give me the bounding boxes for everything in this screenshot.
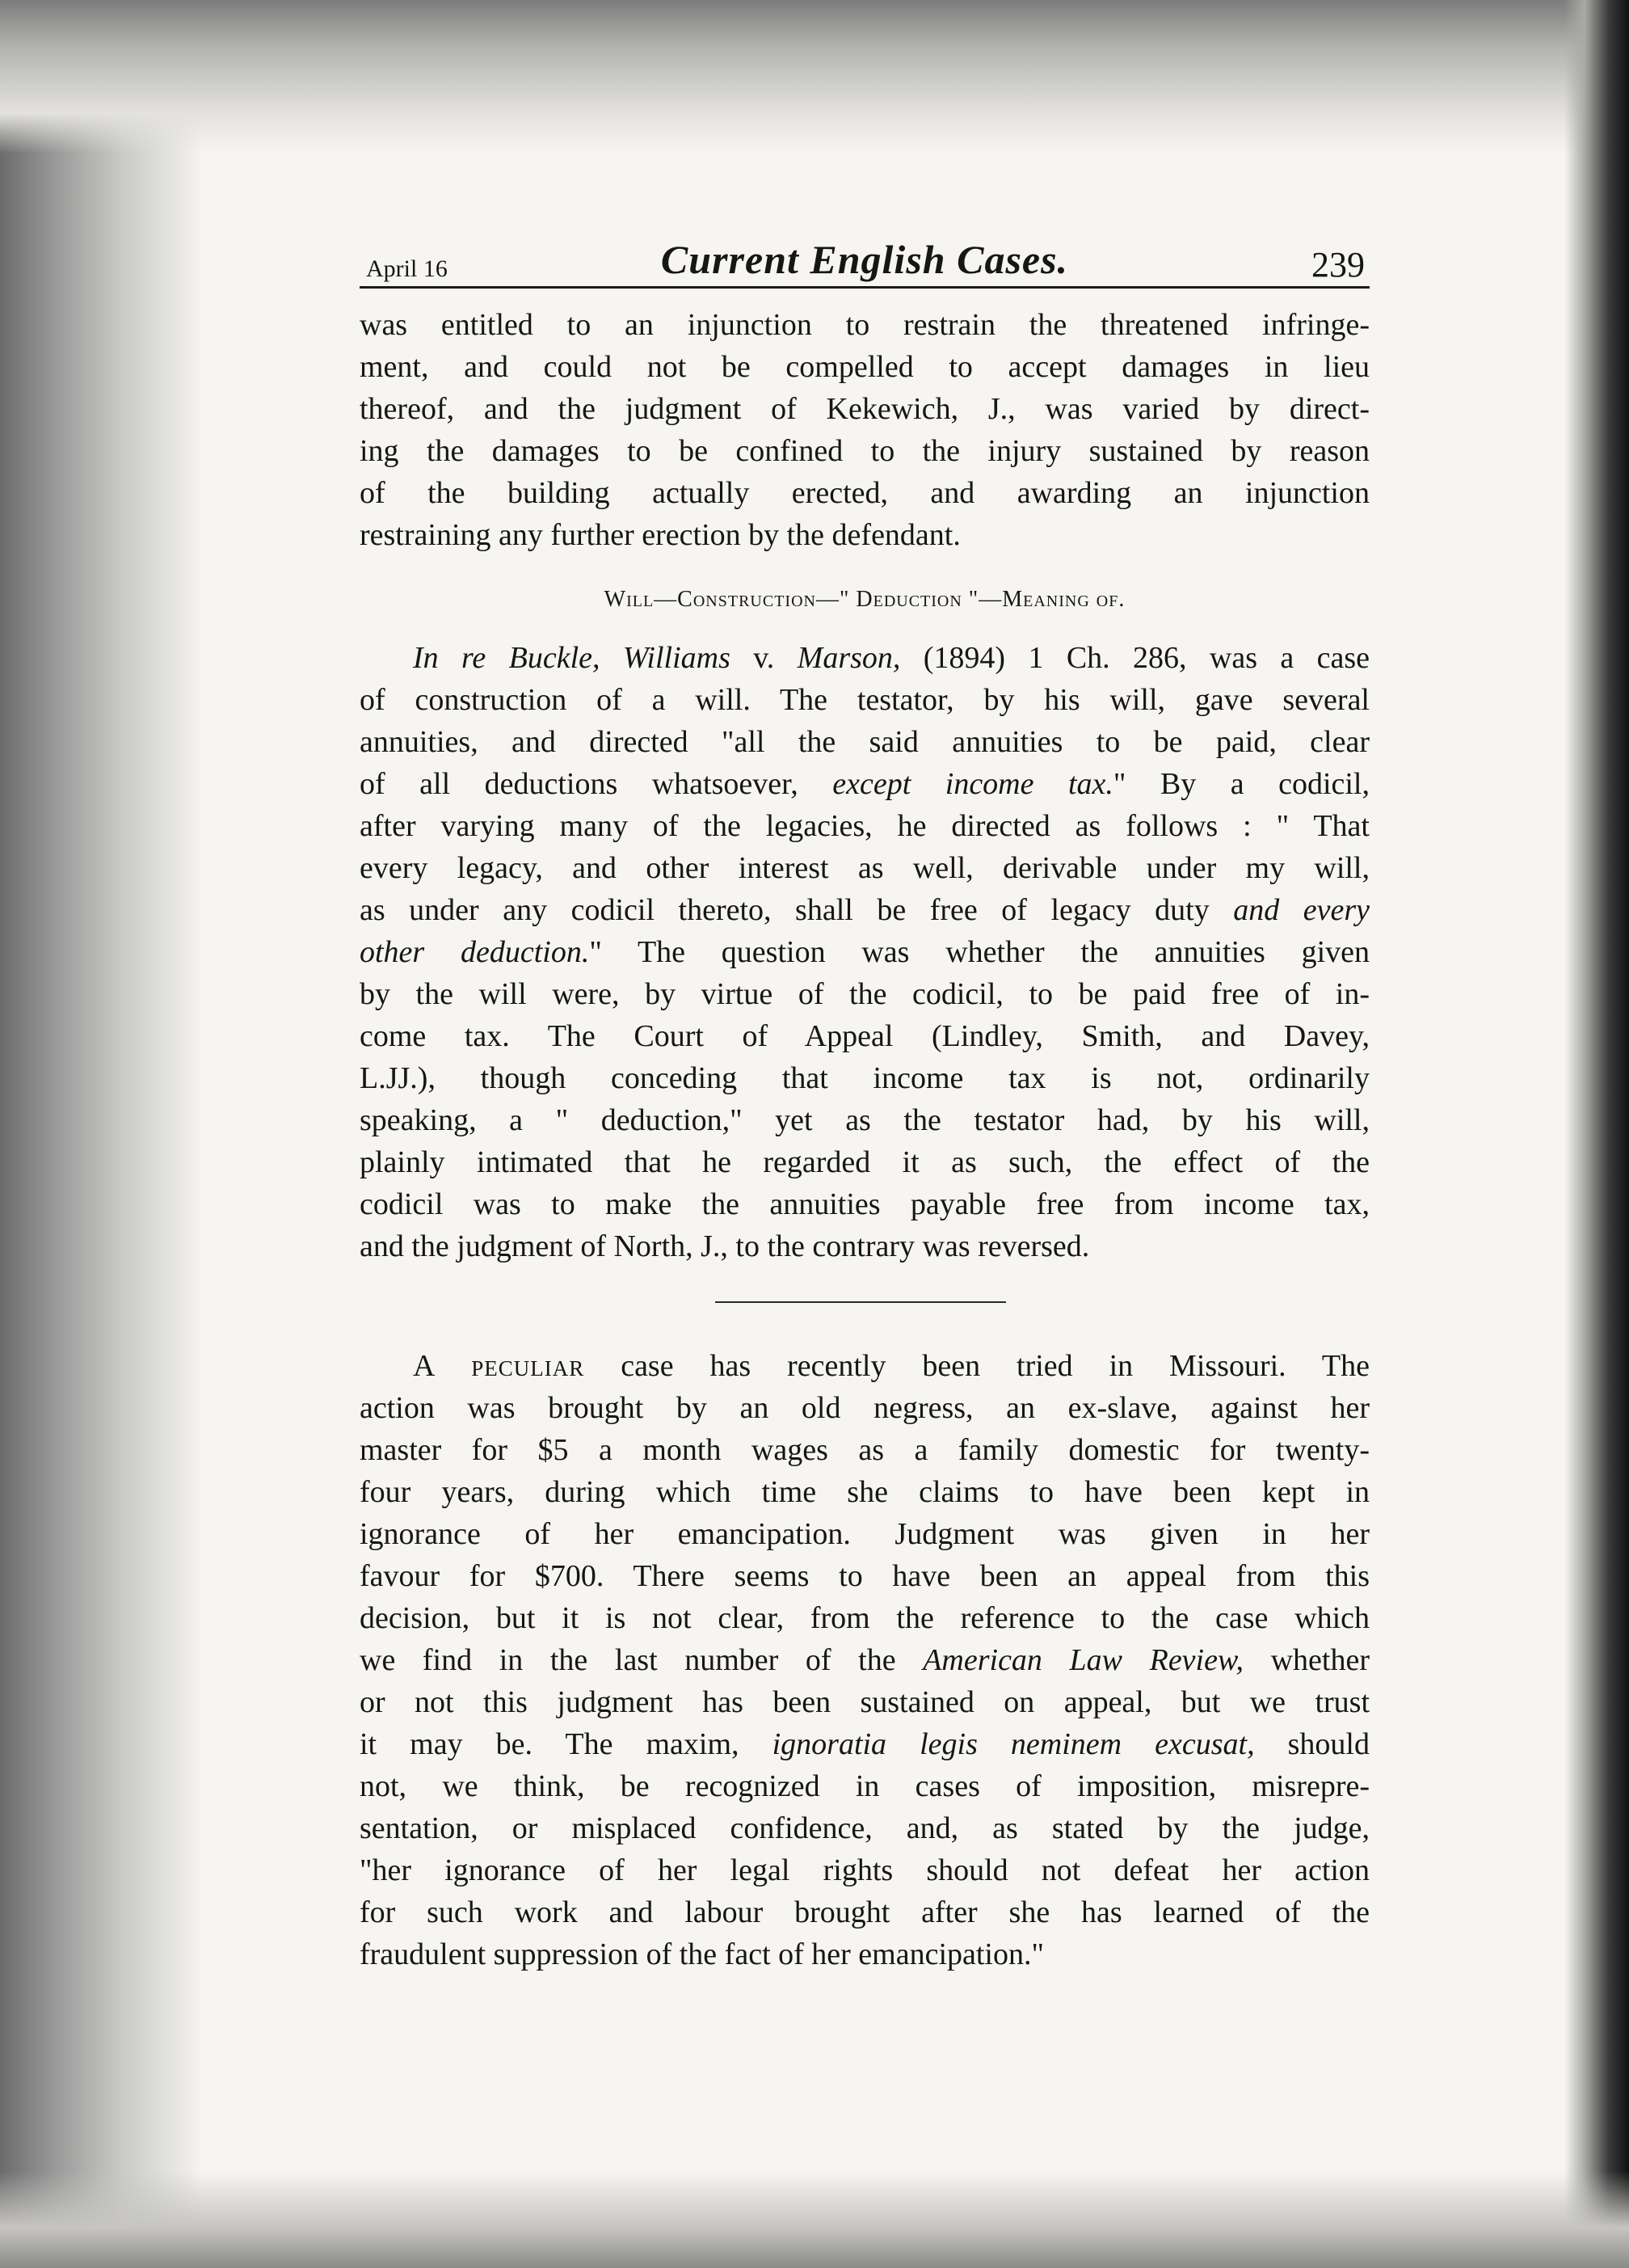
text-line: after varying many of the legacies, he directed as follows : " That [360, 809, 1370, 843]
text-line: codicil was to make the annuities payable free from income tax, [360, 1187, 1370, 1221]
text-line: fraudulent suppression of the fact of her emancipation." [360, 1937, 1045, 1971]
text-run: " By a codicil, [1113, 767, 1370, 801]
text-line [360, 1345, 1370, 1387]
italic-run: and every [1233, 893, 1370, 927]
section-divider [715, 1301, 1006, 1303]
text-line [360, 637, 1370, 679]
text-line: every legacy, and other interest as well, derivable under my will, [360, 851, 1370, 885]
text-line: come tax. The Court of Appeal (Lindley, Smith, and Davey, [360, 1019, 1370, 1053]
text-line: ing the damages to be confined to the injury sustained by reason [360, 434, 1370, 468]
versus: v. [730, 641, 798, 675]
paragraph-in-re-buckle [360, 637, 1370, 1267]
text-line: favour for $700. There seems to have been an appeal from this [360, 1559, 1370, 1593]
right-scan-border [1564, 0, 1629, 2268]
text-line: master for $5 a month wages as a family domestic for twenty- [360, 1433, 1370, 1467]
text-line: sentation, or misplaced confidence, and, as stated by the judge, [360, 1811, 1370, 1845]
text-line: of construction of a will. The testator, by his will, gave several [360, 683, 1370, 717]
text-line: plainly intimated that he regarded it as such, the effect of the [360, 1145, 1370, 1179]
text-run: " The question was whether the annuities given [589, 935, 1370, 969]
text-line: was entitled to an injunction to restrain the threatened infringe- [360, 308, 1370, 342]
party-name: Marson, [797, 641, 901, 675]
page-body [360, 226, 1370, 2231]
text-line [360, 1639, 1370, 1681]
italic-run: American Law Review, [923, 1643, 1244, 1677]
text-line: of the building actually erected, and awarding an injunction [360, 476, 1370, 510]
text-line [360, 1723, 1370, 1765]
section-heading: Will—Construction—" Deduction "—Meaning of. [604, 587, 1126, 612]
text-line: annuities, and directed "all the said annuities to be paid, clear [360, 725, 1370, 759]
text-line: speaking, a " deduction," yet as the testator had, by his will, [360, 1103, 1370, 1137]
running-head-title: Current English Cases. [660, 237, 1069, 282]
text-run: as under any codicil thereto, shall be free of legacy duty [360, 893, 1234, 927]
text-line: thereof, and the judgment of Kekewich, J., was varied by direct- [360, 392, 1370, 426]
case-name: In re Buckle, Williams [413, 641, 730, 675]
text-line: action was brought by an old negress, an ex-slave, against her [360, 1391, 1370, 1425]
italic-run: other deduction. [360, 935, 590, 969]
text-line: or not this judgment has been sustained on appeal, but we trust [360, 1685, 1370, 1719]
text-line: not, we think, be recognized in cases of imposition, misrepre- [360, 1769, 1370, 1803]
text-line [360, 889, 1370, 931]
running-head-date: April 16 [366, 255, 448, 282]
text-run: of all deductions whatsoever, [360, 767, 833, 801]
text-line [360, 931, 1370, 973]
running-head [360, 234, 1370, 289]
paragraph-missouri-case [360, 1345, 1370, 1975]
text-line [360, 763, 1370, 805]
italic-run: except income tax. [832, 767, 1113, 801]
text-line: "her ignorance of her legal rights should not defeat her action [360, 1853, 1370, 1887]
text-run: should [1254, 1727, 1370, 1761]
text-line: for such work and labour brought after she has learned of the [360, 1895, 1370, 1929]
text-run: whether [1244, 1643, 1370, 1677]
text-run: we find in the last number of the [360, 1643, 924, 1677]
italic-run: ignoratia legis neminem excusat, [772, 1727, 1255, 1761]
text-line: four years, during which time she claims to have been kept in [360, 1475, 1370, 1509]
page-number: 239 [1311, 245, 1365, 285]
binding-shadow [0, 0, 202, 2268]
text-line: restraining any further erection by the defendant. [360, 518, 961, 552]
text-line: decision, but it is not clear, from the reference to the case which [360, 1601, 1370, 1635]
text-run: it may be. The maxim, [360, 1727, 772, 1761]
text-line: ignorance of her emancipation. Judgment was given in her [360, 1517, 1370, 1551]
paragraph-injunction-continued [360, 304, 1370, 556]
text-line: by the will were, by virtue of the codicil, to be paid free of in- [360, 977, 1370, 1011]
small-caps-lead: A peculiar [413, 1349, 585, 1383]
citation: (1894) 1 Ch. 286, was a case [900, 641, 1370, 675]
text-run: case has recently been tried in Missouri. The [584, 1349, 1370, 1383]
text-line: ment, and could not be compelled to accept damages in lieu [360, 350, 1370, 384]
top-scan-shadow [0, 0, 1629, 154]
text-line: and the judgment of North, J., to the contrary was reversed. [360, 1229, 1090, 1263]
text-line: L.JJ.), though conceding that income tax is not, ordinarily [360, 1061, 1370, 1095]
